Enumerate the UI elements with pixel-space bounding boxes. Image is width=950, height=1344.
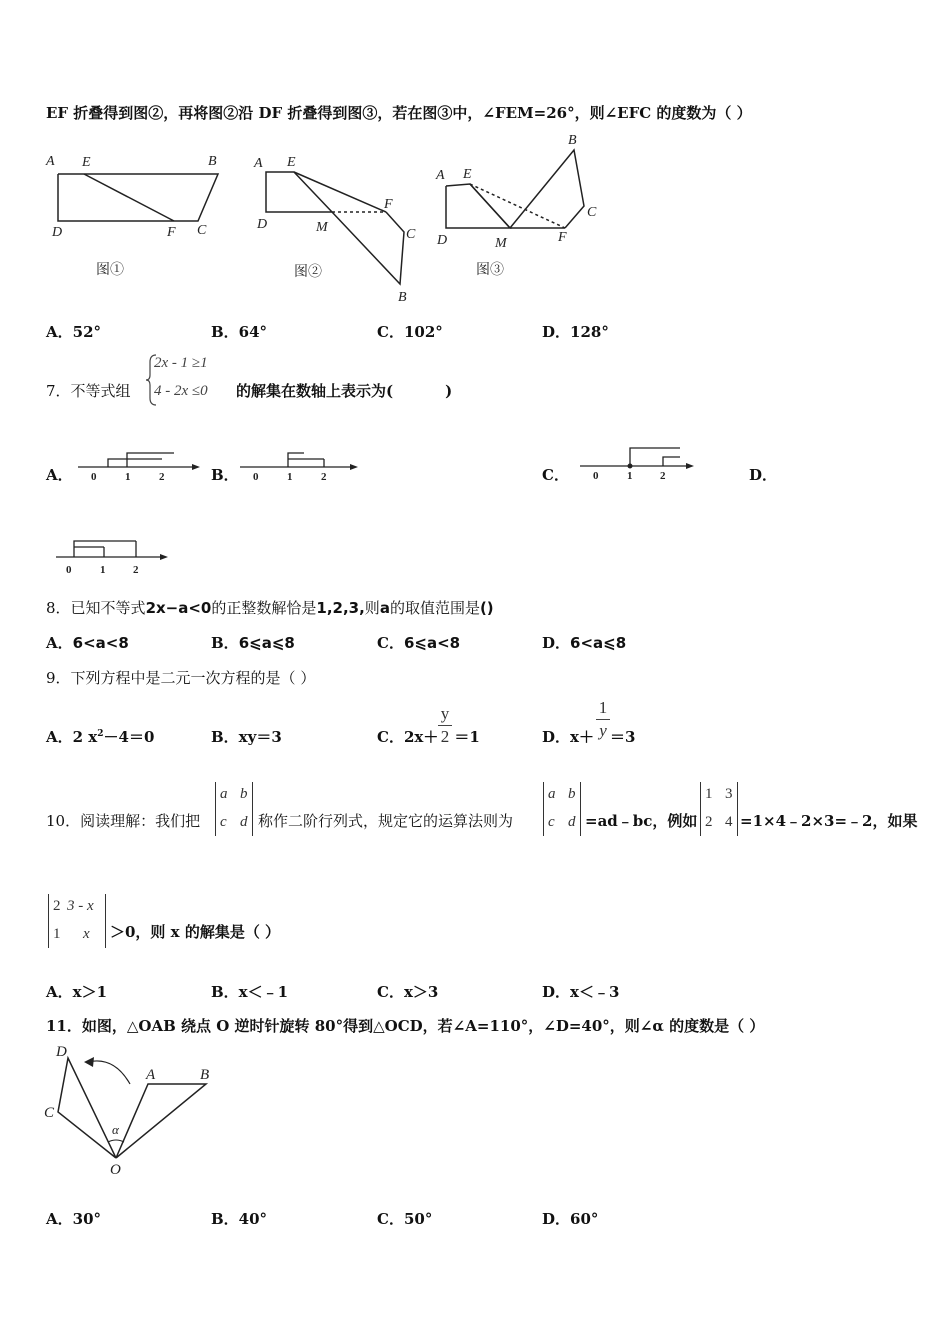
q11-option-a[interactable]: A．30° bbox=[46, 1210, 102, 1228]
q6-option-d[interactable]: D．128° bbox=[542, 323, 609, 341]
q7-paren-close: ) bbox=[445, 382, 453, 400]
q7-prefix: 7．不等式组 bbox=[46, 382, 131, 400]
q9-option-b[interactable]: B．xy＝3 bbox=[211, 728, 282, 746]
q11-figure bbox=[40, 1040, 230, 1180]
q7-ineq1: 2x - 1 ≥1 bbox=[154, 355, 208, 371]
q11-option-c[interactable]: C．50° bbox=[377, 1210, 433, 1228]
q6-option-b[interactable]: B．64° bbox=[211, 323, 268, 341]
q7-suffix: 的解集在数轴上表示为 bbox=[236, 382, 387, 400]
fig2-label-b: B bbox=[398, 290, 407, 305]
q8-option-a[interactable]: A．6<a<8 bbox=[46, 634, 129, 652]
q9-option-d[interactable]: D．x＋ ＝3 bbox=[542, 728, 636, 746]
fig2-label-d: D bbox=[257, 217, 268, 232]
q7-ineq2: 4 - 2x ≤0 bbox=[154, 383, 208, 399]
q7-option-b[interactable]: B． bbox=[211, 466, 239, 484]
q6-stem: EF 折叠得到图②，再将图②沿 DF 折叠得到图③，若在图③中，∠FEM=26°，则∠EFC 的度数为（ ） bbox=[46, 104, 752, 122]
fig2-label-e: E bbox=[287, 155, 296, 170]
q6-option-a[interactable]: A．52° bbox=[46, 323, 102, 341]
fig1-label-d: D bbox=[52, 225, 63, 240]
q11-option-b[interactable]: B．40° bbox=[211, 1210, 268, 1228]
q10-text-2: 称作二阶行列式，规定它的运算法则为 bbox=[258, 812, 514, 830]
q7-option-c[interactable]: C． bbox=[542, 466, 569, 484]
tick-label: 1 bbox=[100, 564, 106, 576]
q9-c-fraction: y 2 bbox=[436, 704, 454, 747]
q10-option-a[interactable]: A．x＞1 bbox=[46, 983, 108, 1001]
fig1-label-f: F bbox=[167, 225, 176, 240]
tick-label: 0 bbox=[253, 471, 259, 483]
q11-label-b: B bbox=[200, 1067, 210, 1083]
q7-numberline-b[interactable] bbox=[226, 446, 366, 492]
q8-option-c[interactable]: C．6⩽a<8 bbox=[377, 634, 461, 652]
tick-label: 2 bbox=[660, 470, 666, 482]
q10-text-1: 10．阅读理解：我们把 bbox=[46, 812, 201, 830]
q11-option-d[interactable]: D．60° bbox=[542, 1210, 599, 1228]
q9-option-c[interactable]: C．2x＋ ＝1 bbox=[377, 728, 480, 746]
fig3-label-c: C bbox=[587, 205, 597, 220]
q11-label-c: C bbox=[44, 1105, 55, 1121]
q10-det-example: 1 3 2 4 bbox=[700, 782, 738, 836]
q8-option-b[interactable]: B．6⩽a⩽8 bbox=[211, 634, 295, 652]
fig3-label-b: B bbox=[568, 133, 577, 148]
fig3-label-f: F bbox=[558, 230, 567, 245]
q10-det-rule: a b c d bbox=[543, 782, 581, 836]
fig2-label-m: M bbox=[316, 220, 328, 235]
fig1-label-b: B bbox=[208, 154, 217, 169]
q11-label-d: D bbox=[56, 1044, 67, 1060]
fig1-label-a: A bbox=[46, 154, 55, 169]
q7-numberline-a[interactable] bbox=[64, 446, 204, 492]
q11-label-o: O bbox=[110, 1162, 121, 1178]
q7-numberline-c[interactable] bbox=[568, 444, 698, 490]
q9-option-a[interactable]: A．2 $x^2-4=0$ bbox=[46, 728, 155, 746]
fig3-caption: 图③ bbox=[476, 263, 504, 278]
fig3-label-d: D bbox=[437, 233, 448, 248]
q8-option-d[interactable]: D．6<a⩽8 bbox=[542, 634, 627, 652]
tick-label: 0 bbox=[66, 564, 72, 576]
tick-label: 2 bbox=[159, 471, 165, 483]
fig2-label-c: C bbox=[406, 227, 416, 242]
q10-det-question: 2 3 - x 1 x bbox=[48, 894, 106, 948]
tick-label: 2 bbox=[321, 471, 327, 483]
fig2-label-a: A bbox=[254, 156, 263, 171]
q7-paren-open: ( bbox=[386, 382, 394, 400]
q7-numberline-d[interactable] bbox=[50, 536, 180, 578]
q10-option-c[interactable]: C．x＞3 bbox=[377, 983, 439, 1001]
q6-option-c[interactable]: C．102° bbox=[377, 323, 443, 341]
q11-stem: 11．如图，△OAB 绕点 O 逆时针旋转 80°得到△OCD，若∠A=110°，∠D=40°，则∠α 的度数是（ ） bbox=[46, 1017, 765, 1035]
tick-label: 2 bbox=[133, 564, 139, 576]
q10-det-generic: a b c d bbox=[215, 782, 253, 836]
tick-label: 1 bbox=[287, 471, 293, 483]
fig2-caption: 图② bbox=[294, 265, 322, 280]
fig1-label-c: C bbox=[197, 223, 207, 238]
q11-label-a: A bbox=[146, 1067, 156, 1083]
tick-label: 1 bbox=[627, 470, 633, 482]
fig3-label-e: E bbox=[463, 167, 472, 182]
q8-stem: 8．已知不等式2x−a<0的正整数解恰是1,2,3,则a的取值范围是() bbox=[46, 599, 494, 617]
fig3-label-m: M bbox=[495, 236, 507, 251]
q7-option-a[interactable]: A． bbox=[46, 466, 73, 484]
q9-stem: 9．下列方程中是二元一次方程的是（ ） bbox=[46, 669, 316, 687]
q10-text-3: =ad﹣bc，例如 bbox=[585, 812, 698, 830]
q6-figures bbox=[40, 128, 620, 310]
q10-text-4: =1×4﹣2×3=﹣2，如果 bbox=[740, 812, 918, 830]
q10-option-d[interactable]: D．x＜﹣3 bbox=[542, 983, 620, 1001]
q10-option-b[interactable]: B．x＜﹣1 bbox=[211, 983, 289, 1001]
tick-label: 1 bbox=[125, 471, 131, 483]
fig1-caption: 图① bbox=[96, 263, 124, 278]
q9-d-fraction: 1 y bbox=[594, 698, 612, 741]
fig1-label-e: E bbox=[82, 155, 91, 170]
tick-label: 0 bbox=[91, 471, 97, 483]
q10-text-5: ＞0，则 x 的解集是（ ） bbox=[110, 923, 281, 941]
q7-option-d[interactable]: D． bbox=[749, 466, 778, 484]
q11-label-alpha: α bbox=[112, 1122, 119, 1137]
fig3-label-a: A bbox=[436, 168, 445, 183]
tick-label: 0 bbox=[593, 470, 599, 482]
fig2-label-f: F bbox=[384, 197, 393, 212]
